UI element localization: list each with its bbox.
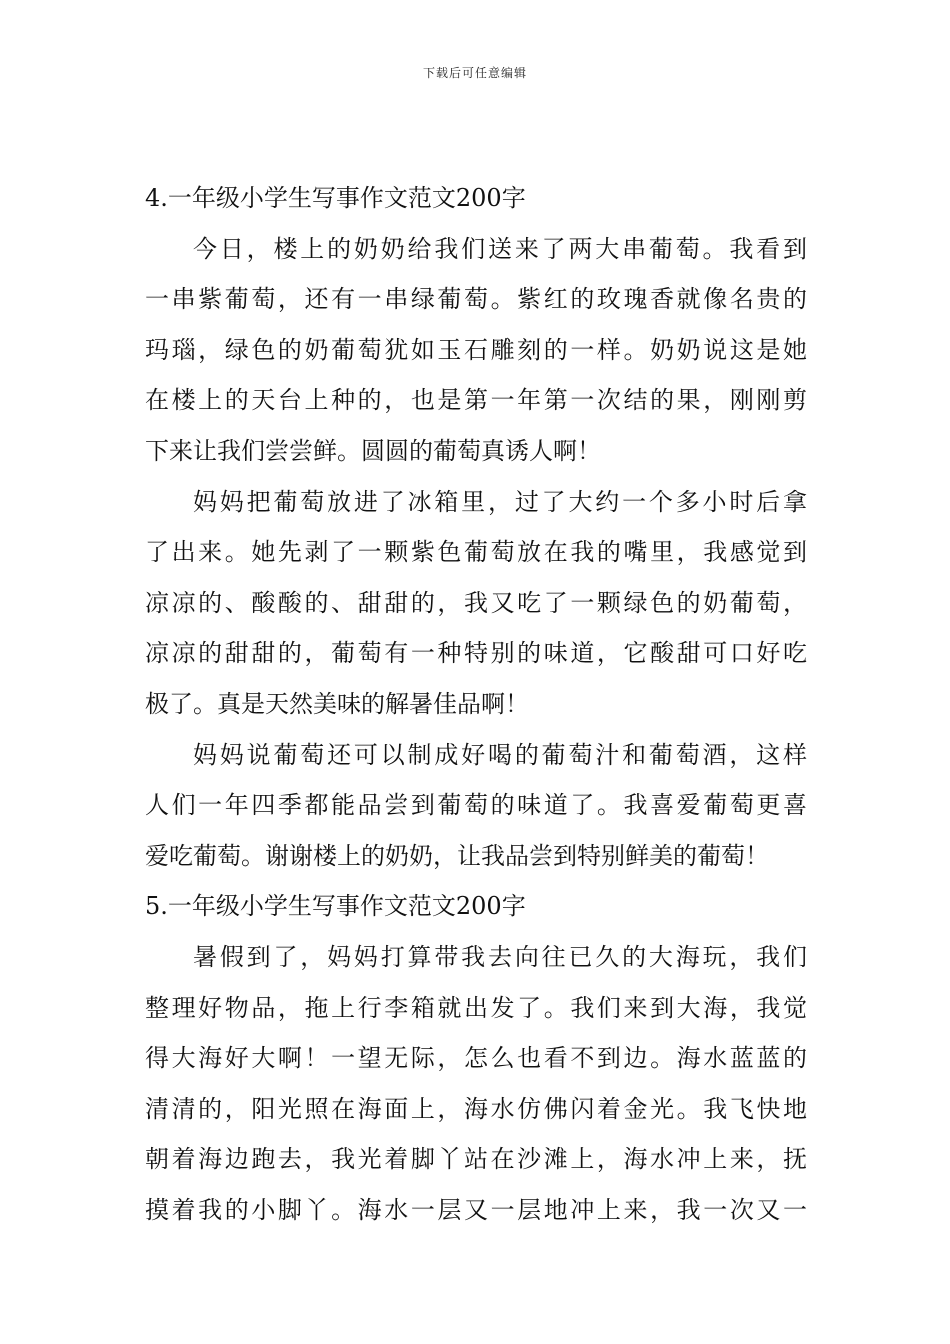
paragraph-line: 下来让我们尝尝鲜。圆圆的葡萄真诱人啊！	[145, 436, 601, 465]
paragraph-line: 玛瑙，绿色的奶葡萄犹如玉石雕刻的一样。奶奶说这是她	[145, 335, 807, 364]
section-heading: 5.一年级小学生写事作文范文200字	[145, 892, 526, 921]
section-heading: 4.一年级小学生写事作文范文200字	[145, 184, 526, 212]
paragraph-line: 极了。真是天然美味的解暑佳品啊！	[145, 689, 529, 718]
document-body	[145, 180, 807, 1242]
paragraph-line: 爱吃葡萄。谢谢楼上的奶奶，让我品尝到特别鲜美的葡萄！	[145, 841, 769, 870]
paragraph-line: 整理好物品，拖上行李箱就出发了。我们来到大海，我觉	[145, 993, 807, 1022]
paragraph-line: 了出来。她先剥了一颗紫色葡萄放在我的嘴里，我感觉到	[145, 538, 807, 567]
paragraph-line: 暑假到了，妈妈打算带我去向往已久的大海玩，我们	[193, 942, 807, 971]
paragraph-line: 人们一年四季都能品尝到葡萄的味道了。我喜爱葡萄更喜	[145, 791, 807, 820]
paragraph-line: 一串紫葡萄，还有一串绿葡萄。紫红的玫瑰香就像名贵的	[145, 285, 807, 314]
paragraph-line: 得大海好大啊！一望无际，怎么也看不到边。海水蓝蓝的	[145, 1044, 807, 1073]
paragraph-line: 妈妈把葡萄放进了冰箱里，过了大约一个多小时后拿	[193, 487, 807, 516]
paragraph-line: 凉凉的、酸酸的、甜甜的，我又吃了一颗绿色的奶葡萄，	[145, 588, 807, 617]
page-header: 下载后可任意编辑	[422, 66, 527, 80]
paragraph-line: 清清的，阳光照在海面上，海水仿佛闪着金光。我飞快地	[145, 1094, 807, 1123]
paragraph-line: 妈妈说葡萄还可以制成好喝的葡萄汁和葡萄酒，这样	[193, 740, 807, 769]
paragraph-line: 在楼上的天台上种的，也是第一年第一次结的果，刚刚剪	[145, 386, 807, 415]
paragraph-line: 今日，楼上的奶奶给我们送来了两大串葡萄。我看到	[193, 234, 807, 263]
paragraph-line: 朝着海边跑去，我光着脚丫站在沙滩上，海水冲上来，抚	[145, 1145, 807, 1174]
paragraph-line: 凉凉的甜甜的，葡萄有一种特别的味道，它酸甜可口好吃	[145, 639, 807, 668]
paragraph-line: 摸着我的小脚丫。海水一层又一层地冲上来，我一次又一	[145, 1195, 807, 1224]
